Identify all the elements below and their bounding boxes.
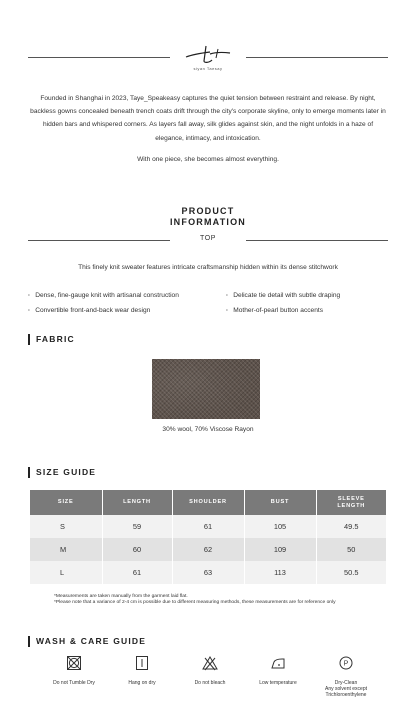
table-cell: 109 — [244, 538, 316, 561]
care-guide-heading-text: WASH & CARE GUIDE — [36, 636, 147, 646]
divider-left — [28, 240, 170, 241]
table-cell: S — [30, 515, 102, 538]
heading-bar — [28, 334, 30, 345]
size-table — [30, 490, 386, 584]
heading-bar — [28, 467, 30, 478]
do-not-tumble-dry-icon — [66, 655, 82, 671]
note-line: *Measurements are taken manually from the garment laid flat. — [54, 594, 188, 599]
column-header: SIZE — [30, 490, 102, 515]
divider-left — [28, 57, 170, 58]
category-label: TOP — [199, 235, 217, 242]
brand-header — [0, 44, 416, 74]
brand-logo — [180, 44, 236, 64]
table-cell: 113 — [244, 561, 316, 584]
divider-right — [246, 57, 388, 58]
table-row — [30, 561, 386, 584]
measurement-notes — [54, 594, 354, 607]
column-header: LENGTH — [102, 490, 172, 515]
fabric-composition: 30% wool, 70% Viscose Rayon — [162, 426, 254, 433]
column-header: BUST — [244, 490, 316, 515]
table-cell: 105 — [244, 515, 316, 538]
dry-clean-icon — [338, 655, 354, 671]
hang-on-dry-icon — [134, 655, 150, 671]
brand-intro: Founded in Shanghai in 2023, Taye_Speakeasy captures the quiet tension between restraint and release. By night, backless gowns concealed beneath trench coats drift through the city's corporate skyline, only to emerge moments later in hidden bars and whispered corners. As layers fall away, silk glides against skin, and the night unfolds in a haze of elegance, intimacy, and intoxication. — [30, 95, 386, 142]
table-cell: 61 — [172, 515, 244, 538]
table-row — [30, 515, 386, 538]
feature-item: · Delicate tie detail with subtle draping — [226, 292, 398, 299]
table-cell: 50.5 — [316, 561, 386, 584]
table-cell: 50 — [316, 538, 386, 561]
care-item — [40, 655, 108, 698]
care-item — [108, 655, 176, 698]
column-header: SLEEVE LENGTH — [316, 490, 386, 515]
feature-item: · Convertible front-and-back wear design — [28, 307, 226, 314]
care-guide-heading — [28, 635, 146, 647]
size-table-header — [30, 490, 386, 515]
table-cell: 62 — [172, 538, 244, 561]
product-info-title-line1: PRODUCT — [181, 206, 235, 216]
category-row — [0, 234, 416, 246]
care-item — [312, 655, 380, 698]
brand-subtitle: siyan Taesay — [193, 66, 223, 71]
care-label: Low temperature — [259, 680, 297, 686]
size-guide-heading-text: SIZE GUIDE — [36, 467, 97, 477]
size-guide-heading — [28, 466, 96, 478]
table-cell: 61 — [102, 561, 172, 584]
divider-right — [246, 240, 388, 241]
product-info-title — [0, 206, 416, 228]
care-label: Do not bleach — [194, 680, 226, 686]
fabric-swatch-image — [152, 359, 260, 419]
fabric-heading — [28, 333, 75, 345]
table-row — [30, 538, 386, 561]
brand-tagline: With one piece, she becomes almost everything. — [137, 156, 279, 163]
table-cell: L — [30, 561, 102, 584]
table-cell: 60 — [102, 538, 172, 561]
table-cell: 49.5 — [316, 515, 386, 538]
care-label: Do not Tumble Dry — [53, 680, 95, 686]
table-cell: 63 — [172, 561, 244, 584]
product-description: This finely knit sweater features intricate craftsmanship hidden within its dense stitchwork — [78, 264, 338, 271]
feature-list — [28, 292, 398, 314]
care-label: Hang on dry — [128, 680, 156, 686]
care-icons-row — [40, 655, 380, 698]
product-info-title-line2: INFORMATION — [169, 217, 247, 227]
care-label: Dry-Clean Any solvent except Trichloroenthylene — [325, 680, 367, 698]
low-temperature-iron-icon — [270, 655, 286, 671]
table-cell: M — [30, 538, 102, 561]
do-not-bleach-icon — [202, 655, 218, 671]
svg-text:P: P — [343, 660, 349, 668]
fabric-heading-text: FABRIC — [36, 334, 75, 344]
note-line: *Please note that a variance of 2-4 cm is possible due to different measuring methods, these measurements are for reference only — [54, 600, 336, 606]
feature-item: · Mother-of-pearl button accents — [226, 307, 398, 314]
care-item — [244, 655, 312, 698]
feature-item: · Dense, fine-gauge knit with artisanal construction — [28, 292, 226, 299]
column-header: SHOULDER — [172, 490, 244, 515]
heading-bar — [28, 636, 30, 647]
table-cell: 59 — [102, 515, 172, 538]
care-item — [176, 655, 244, 698]
